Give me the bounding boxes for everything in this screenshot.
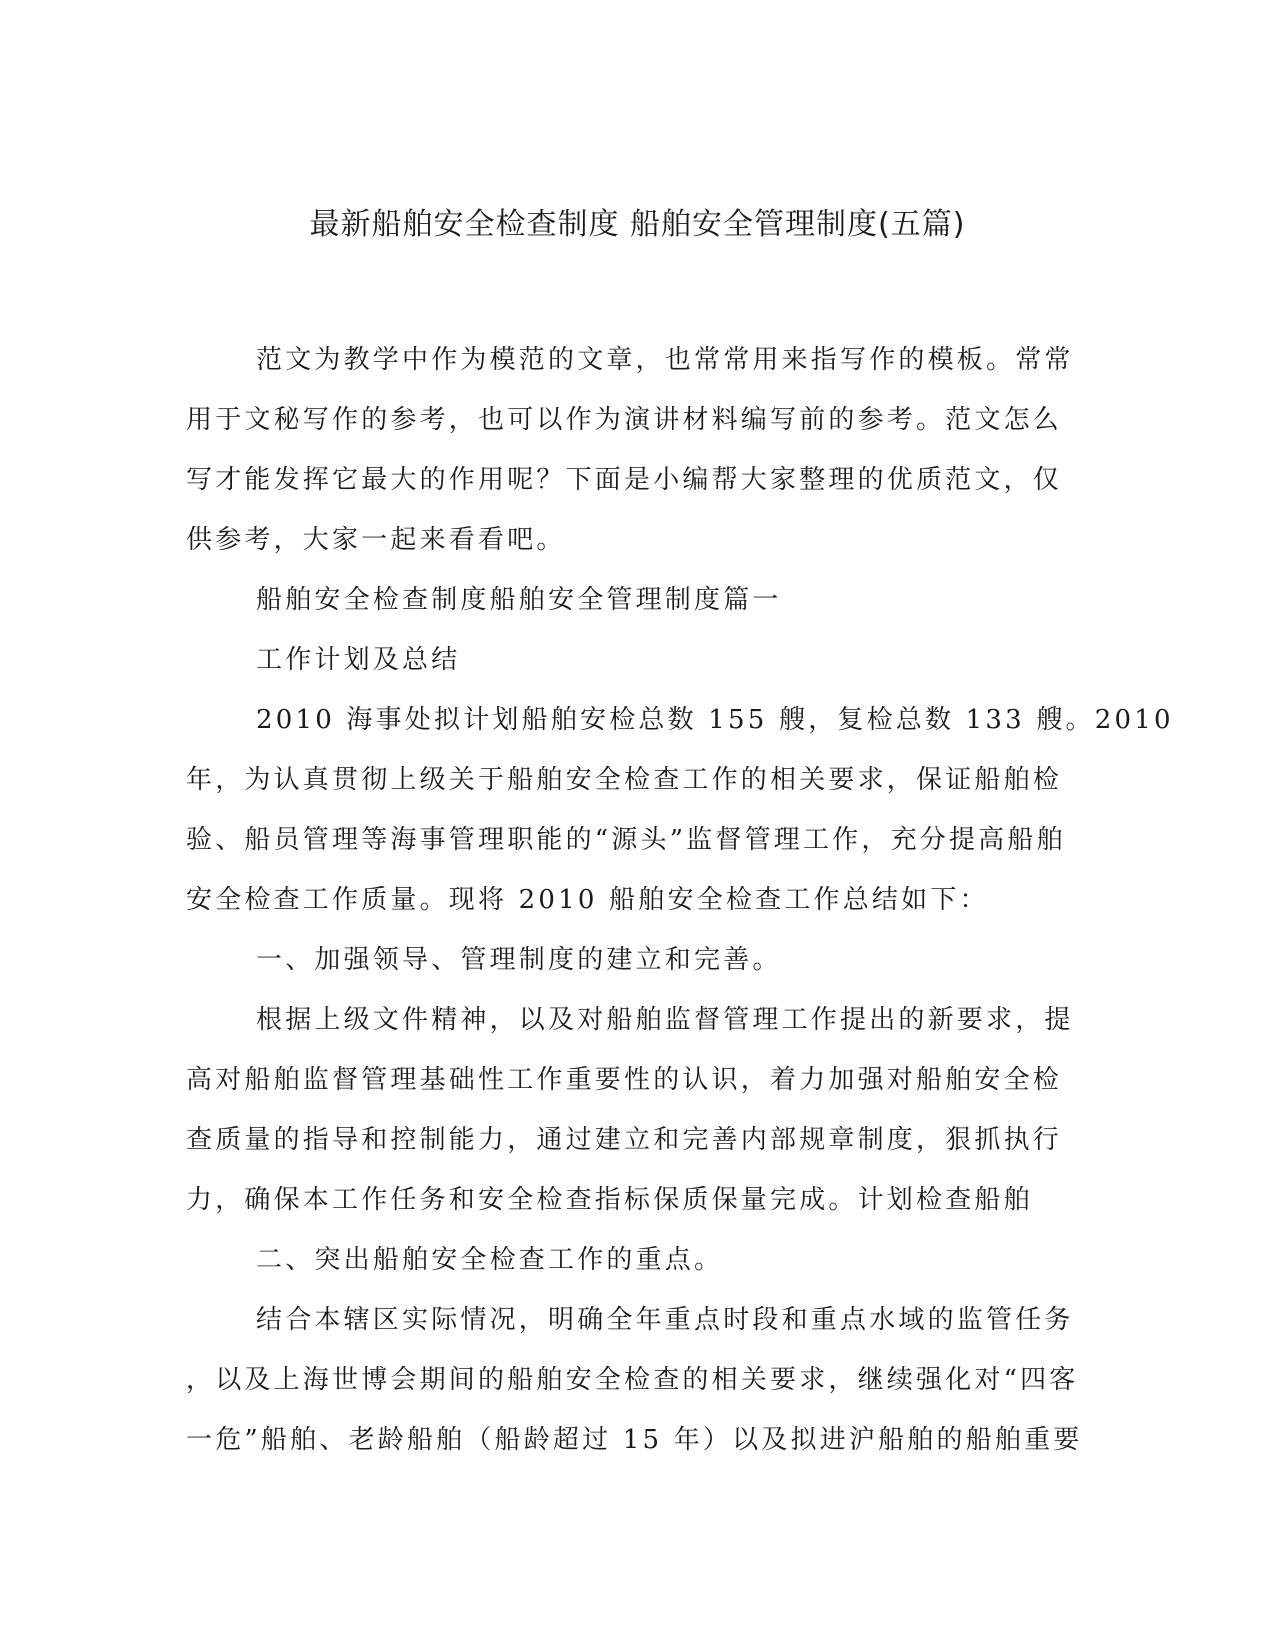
document-body [186, 330, 1174, 1470]
list-heading: 二、突出船舶安全检查工作的重点。 [256, 1245, 724, 1275]
paragraph-line: 安全检查工作质量。现将 2010 船舶安全检查工作总结如下： [186, 885, 989, 915]
document-title: 最新船舶安全检查制度 船舶安全管理制度(五篇) [309, 207, 966, 242]
paragraph-line: 2010 海事处拟计划船舶安检总数 155 艘，复检总数 133 艘。2010 [256, 705, 1174, 735]
list-heading: 一、加强领导、管理制度的建立和完善。 [256, 945, 782, 975]
paragraph-line: 供参考，大家一起来看看吧。 [186, 525, 566, 555]
paragraph-line: ，以及上海世博会期间的船舶安全检查的相关要求，继续强化对“四客 [186, 1365, 1079, 1395]
paragraph-line: 写才能发挥它最大的作用呢？下面是小编帮大家整理的优质范文，仅 [186, 465, 1063, 495]
paragraph-line: 用于文秘写作的参考，也可以作为演讲材料编写前的参考。范文怎么 [186, 405, 1063, 435]
paragraph-line: 高对船舶监督管理基础性工作重要性的认识，着力加强对船舶安全检 [186, 1065, 1063, 1095]
paragraph-line: 年，为认真贯彻上级关于船舶安全检查工作的相关要求，保证船舶检 [186, 765, 1063, 795]
paragraph-line: 一危”船舶、老龄船舶（船龄超过 15 年）以及拟进沪船舶的船舶重要 [186, 1425, 1083, 1455]
paragraph-line: 验、船员管理等海事管理职能的“源头”监督管理工作，充分提高船舶 [186, 825, 1066, 855]
subsection-heading: 工作计划及总结 [256, 645, 461, 675]
paragraph-line: 根据上级文件精神，以及对船舶监督管理工作提出的新要求，提 [256, 1005, 1074, 1035]
paragraph-line: 结合本辖区实际情况，明确全年重点时段和重点水域的监管任务 [256, 1305, 1074, 1335]
section-heading: 船舶安全检查制度船舶安全管理制度篇一 [256, 585, 782, 615]
paragraph-line: 范文为教学中作为模范的文章，也常常用来指写作的模板。常常 [256, 345, 1074, 375]
paragraph-line: 力，确保本工作任务和安全检查指标保质保量完成。计划检查船舶 [186, 1185, 1033, 1215]
paragraph-line: 查质量的指导和控制能力，通过建立和完善内部规章制度，狠抓执行 [186, 1125, 1063, 1155]
